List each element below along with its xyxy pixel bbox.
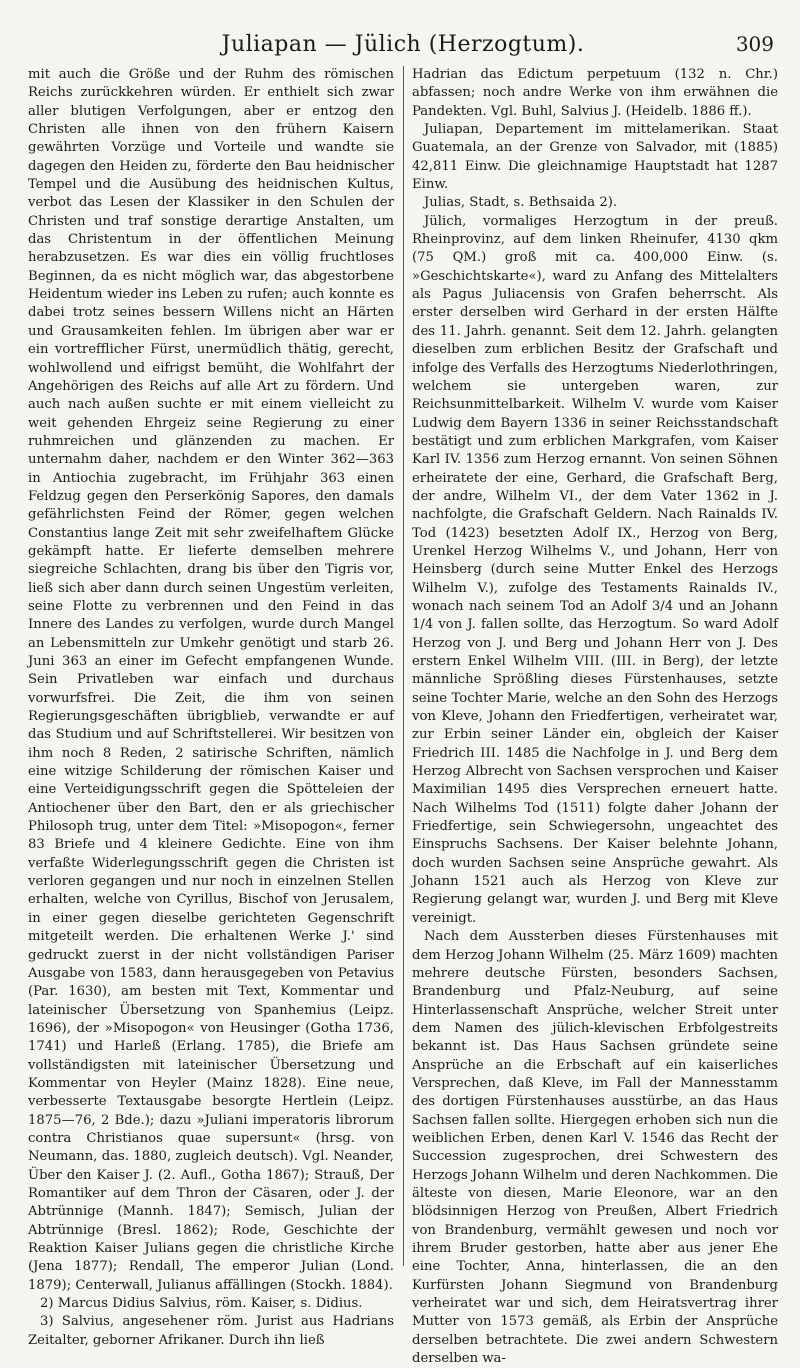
entry-julias: Julias, Stadt, s. Bethsaida 2). [424, 195, 618, 211]
page-number: 309 [735, 32, 774, 56]
entry-juliapan: Juliapan, Departement im mittelamerikan. Staat Guatemala, an der Grenze von Salvador, mit (1885) 42,811 Einw. Die gleichnamige Hauptstadt hat 1287 Einw. [412, 122, 778, 193]
page-header [28, 32, 778, 66]
running-head: Juliapan — Jülich (Herzogtum). [221, 32, 585, 57]
column-rule [403, 66, 404, 1266]
entry-juelich-succession: Nach dem Aussterben dieses Fürstenhauses mit dem Herzog Johann Wilhelm (25. März 1609) machten mehrere deutsche Fürsten, besonders Sachsen, Brandenburg und Pfalz-Neuburg, auf seine Hinterlassenschaft Ansprüche, welcher Streit unter dem Namen des jülich-klevischen Erbfolgestreits bekannt ist. Das Haus Sachsen gründete seine Ansprüche an die Erbschaft auf ein kaiserliches Versprechen, daß Kleve, im Fall der Mannesstamm des dortigen Fürstenhauses ausstürbe, an das Haus Sachsen fallen sollte. Hiergegen erhoben sich nun die weiblichen Erben, denen Karl V. 1546 das Recht der Succession zugesprochen, drei Schwestern des Herzogs Johann Wilhelm und deren Nachkommen. Die älteste von diesen, Marie Eleonore, war an den blödsinnigen Herzog von Preußen, Albert Friedrich von Brandenburg, vermählt gewesen und noch vor ihrem Bruder gestorben, hatte aber aus jener Ehe eine Tochter, Anna, hinterlassen, die an den Kurfürsten Johann Siegmund von Brandenburg verheiratet war und sich, dem Heiratsvertrag ihrer Mutter von 1573 gemäß, als Erbin der Ansprüche derselben betrachtete. Die zwei andern Schwestern derselben wa- [412, 929, 778, 1367]
text-columns [28, 66, 778, 1367]
left-column [28, 66, 403, 1348]
entry-julianus-3: 3) Salvius, angesehener röm. Jurist aus Hadrians Zeitalter, geborner Afrikaner. Durch ihn ließ [28, 1314, 394, 1348]
julianus-article-continuation: mit auch die Größe und der Ruhm des römischen Reichs zurückkehren würden. Er enthielt sich zwar aller blutigen Verfolgungen, aber er entzog den Christen alle ihnen von den frühern Kaisern gewährten Vorzüge und Vorteile und wandte sie dagegen den Heiden zu, förderte den Bau heidnischer Tempel und die Ausübung des heidnischen Kultus, verbot das Lesen der Klassiker in den Schulen der Christen und traf sonstige derartige Anstalten, um das Christentum in der öffentlichen Meinung herabzusetzen. Es war dies ein völlig fruchtloses Beginnen, da es nicht möglich war, das abgestorbene Heidentum wieder ins Leben zu rufen; auch konnte es dabei trotz seines bessern Willens nicht an Härten und Grausamkeiten fehlen. Im übrigen aber war er ein vortrefflicher Fürst, unermüdlich thätig, gerecht, wohlwollend und eifrigst bemüht, die Wohlfahrt der Angehörigen des Reichs auf alle Art zu fördern. Und auch nach außen suchte er mit einem vielleicht zu weit gehenden Ehrgeiz seine Regierung zu einer ruhmreichen und glänzenden zu machen. Er unternahm daher, nachdem er den Winter 362—363 in Antiochia zugebracht, im Frühjahr 363 einen Feldzug gegen den Perserkönig Sapores, den damals gefährlichsten Feind der Römer, gegen welchen Constantius lange Zeit mit sehr zweifelhaftem Glücke gekämpft hatte. Er lieferte demselben mehrere siegreiche Schlachten, drang bis über den Tigris vor, ließ sich aber dann durch seinen Ungestüm verleiten, seine Flotte zu verbrennen und den Feind in das Innere des Landes zu verfolgen, wurde durch Mangel an Lebensmitteln zur Umkehr genötigt und starb 26. Juni 363 an einer im Gefecht empfangenen Wunde. Sein Privatleben war einfach und durchaus vorwurfsfrei. Die Zeit, die ihm von seinen Regierungsgeschäften übrigblieb, verwandte er auf das Studium und auf Schriftstellerei. Wir besitzen von ihm noch 8 Reden, 2 satirische Schriften, nämlich eine witzige Schilderung der römischen Kaiser und eine Verteidigungsschrift gegen die Spötteleien der Antiochener über den Bart, den er als griechischer Philosoph trug, unter dem Titel: »Misopogon«, ferner 83 Briefe und 4 kleinere Gedichte. Eine von ihm verfaßte Widerlegungsschrift gegen die Christen ist verloren gegangen und nur noch in einzelnen Stellen erhalten, welche von Cyrillus, Bischof von Jerusalem, in einer gegen dieselbe gerichteten Gegenschrift mitgeteilt werden. Die erhaltenen Werke J.' sind gedruckt zuerst in der nicht vollständigen Pariser Ausgabe von 1583, dann herausgegeben von Petavius (Par. 1630), am besten mit Text, Kommentar und lateinischer Übersetzung von Spanhemius (Leipz. 1696), der »Misopogon« von Heusinger (Gotha 1736, 1741) und Harleß (Erlang. 1785), die Briefe am vollständigsten mit lateinischer Übersetzung und Kommentar von Heyler (Mainz 1828). Eine neue, verbesserte Textausgabe besorgte Hertlein (Leipz. 1875—76, 2 Bde.); dazu »Juliani imperatoris librorum contra Christianos quae supersunt« (hrsg. von Neumann, das. 1880, zugleich deutsch). Vgl. Neander, Über den Kaiser J. (2. Aufl., Gotha 1867); Strauß, Der Romantiker auf dem Thron der Cäsaren, oder J. der Abtrünnige (Mannh. 1847); Semisch, Julian der Abtrünnige (Bresl. 1862); Rode, Geschichte der Reaktion Kaiser Julians gegen die christliche Kirche (Jena 1877); Rendall, The emperor Julian (Lond. 1879); Centerwall, Julianus affällingen (Stockh. 1884). [28, 67, 394, 1293]
entry-juelich: Jülich, vormaliges Herzogtum in der preuß. Rheinprovinz, auf dem linken Rheinufer, 4130 qkm (75 QM.) groß mit ca. 400,000 Einw. (s. »Geschichtskarte«), ward zu Anfang des Mittelalters als Pagus Juliacensis von Grafen beherrscht. Als erster derselben wird Gerhard in der ersten Hälfte des 11. Jahrh. genannt. Seit dem 12. Jahrh. gelangten dieselben zum erblichen Besitz der Grafschaft und infolge des Verfalls des Herzogtums Niederlothringen, welchem sie untergeben waren, zur Reichsunmittelbarkeit. Wilhelm V. wurde vom Kaiser Ludwig dem Bayern 1336 in seiner Reichsstandschaft bestätigt und zum erblichen Markgrafen, vom Kaiser Karl IV. 1356 zum Herzog ernannt. Von seinen Söhnen erheiratete der eine, Gerhard, die Grafschaft Berg, der andre, Wilhelm VI., der dem Vater 1362 in J. nachfolgte, die Grafschaft Geldern. Nach Rainalds IV. Tod (1423) besetzten Adolf IX., Herzog von Berg, Urenkel Herzog Wilhelms V., und Johann, Herr von Heinsberg (durch seine Mutter Enkel des Herzogs Wilhelm V.), zufolge des Testaments Rainalds IV., wonach nach seinem Tod an Adolf 3/4 und an Johann 1/4 von J. fallen sollte, das Herzogtum. So ward Adolf Herzog von J. und Berg und Johann Herr von J. Des erstern Enkel Wilhelm VIII. (III. in Berg), der letzte männliche Sprößling dieses Fürstenhauses, setzte seine Tochter Marie, welche an den Sohn des Herzogs von Kleve, Johann den Friedfertigen, verheiratet war, zur Erbin seiner Länder ein, obgleich der Kaiser Friedrich III. 1485 die Nachfolge in J. und Berg dem Herzog Albrecht von Sachsen versprochen und Kaiser Maximilian 1495 dies Versprechen erneuert hatte. Nach Wilhelms Tod (1511) folgte daher Johann der Friedfertige, sein Schwiegersohn, ungeachtet des Einspruchs Sachsens. Der Kaiser belehnte Johann, doch wurden Sachsen seine Ansprüche gewahrt. Als Johann 1521 auch als Herzog von Kleve zur Regierung gelangt war, wurden J. und Berg mit Kleve vereinigt. [412, 213, 778, 926]
entry-julianus-2: 2) Marcus Didius Salvius, röm. Kaiser, s. Didius. [40, 1296, 363, 1312]
salvius-continuation: Hadrian das Edictum perpetuum (132 n. Chr.) abfassen; noch andre Werke von ihm erwähnen die Pandekten. Vgl. Buhl, Salvius J. (Heidelb. 1886 ff.). [412, 67, 778, 119]
right-column [403, 66, 778, 1367]
